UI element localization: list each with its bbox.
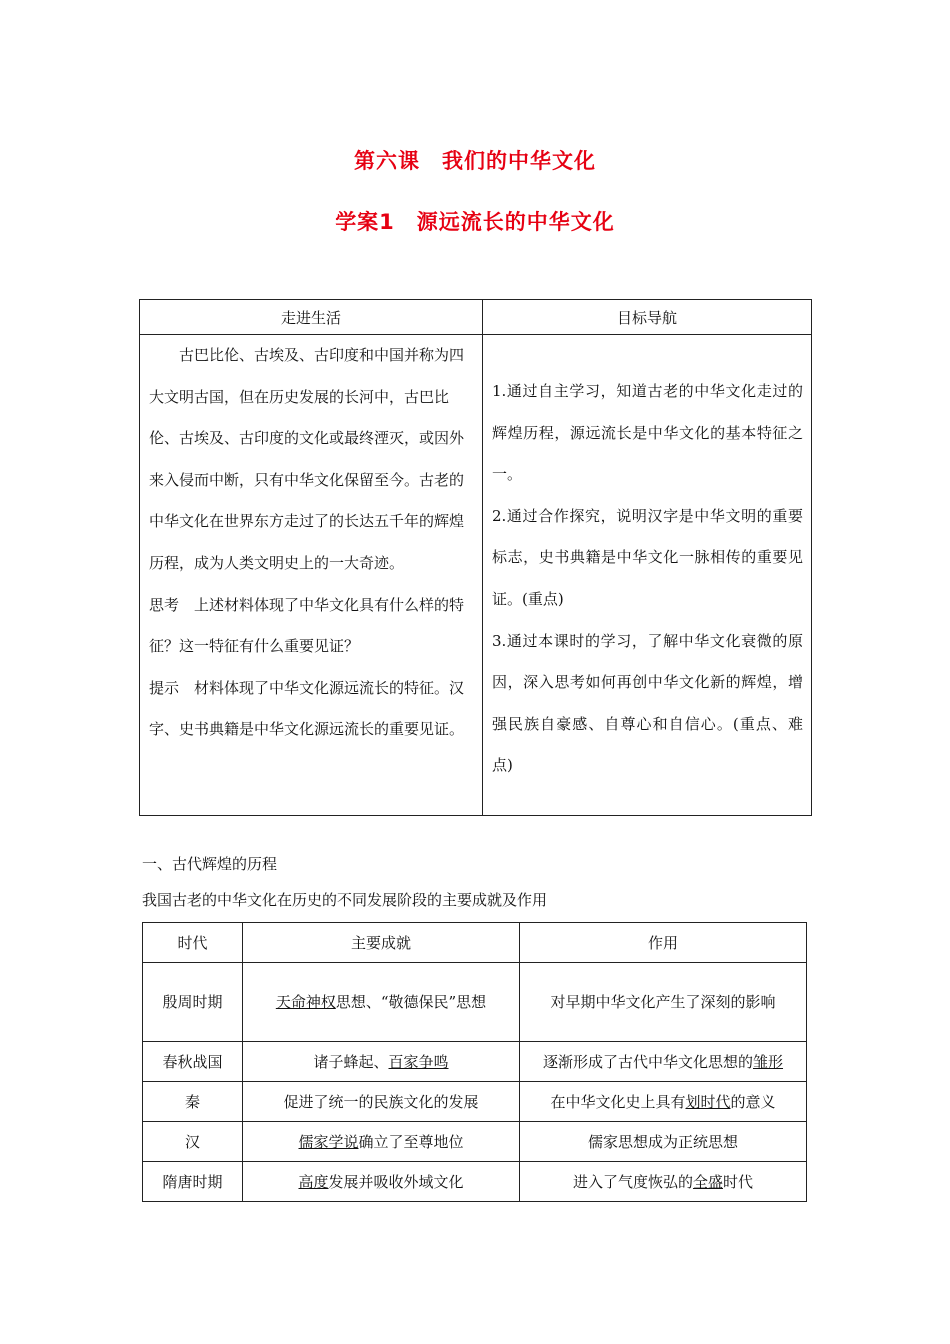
blank-answer: 雏形 bbox=[753, 1052, 784, 1071]
header-life: 走进生活 bbox=[140, 300, 483, 335]
blank-answer: 百家争鸣 bbox=[388, 1052, 449, 1071]
section-subheading: 我国古老的中华文化在历史的不同发展阶段的主要成就及作用 bbox=[142, 891, 548, 909]
effect-cell bbox=[520, 1042, 807, 1082]
life-cell bbox=[140, 335, 483, 816]
table-row bbox=[143, 1082, 807, 1122]
blank-answer: 天命神权 bbox=[275, 993, 336, 1011]
blank-answer: 儒家学说 bbox=[298, 1132, 359, 1151]
achievement-cell bbox=[243, 1042, 520, 1082]
blank-answer: 划时代 bbox=[685, 1092, 731, 1111]
blank-answer: 全盛 bbox=[692, 1172, 723, 1191]
hint-answer: 提示 材料体现了中华文化源远流长的特征。汉字、史书典籍是中华文化源远流长的重要见证。 bbox=[149, 678, 465, 739]
era-cell: 殷周时期 bbox=[143, 963, 243, 1042]
achievement-text: 发展并吸收外域文化 bbox=[328, 1172, 464, 1191]
era-cell: 秦 bbox=[143, 1082, 243, 1122]
table-row bbox=[143, 1122, 807, 1162]
effect-text: 时代 bbox=[723, 1172, 754, 1191]
effect-text: 在中华文化史上具有 bbox=[550, 1092, 686, 1111]
effect-cell bbox=[520, 1082, 807, 1122]
effect-text: 的意义 bbox=[730, 1092, 776, 1111]
col-achievement: 主要成就 bbox=[243, 923, 520, 963]
achievement-text: 诸子蜂起、 bbox=[313, 1052, 389, 1071]
goals-cell bbox=[483, 335, 812, 816]
goal-item: 3.通过本课时的学习，了解中华文化衰微的原因，深入思考如何再创中华文化新的辉煌，增强民族自豪感、自尊心和自信心。(重点、难点) bbox=[492, 631, 803, 775]
effect-cell: 对早期中华文化产生了深刻的影响 bbox=[520, 963, 807, 1042]
effect-cell: 儒家思想成为正统思想 bbox=[520, 1122, 807, 1162]
achievement-cell: 促进了统一的民族文化的发展 bbox=[243, 1082, 520, 1122]
achievement-text: 思想、“敬德保民”思想 bbox=[335, 993, 487, 1011]
achievement-cell bbox=[243, 1162, 520, 1202]
effect-text: 逐渐形成了古代中华文化思想的 bbox=[542, 1052, 753, 1071]
achievement-cell bbox=[243, 1122, 520, 1162]
col-effect: 作用 bbox=[520, 923, 807, 963]
goal-item: 2.通过合作探究，说明汉字是中华文明的重要标志，史书典籍是中华文化一脉相传的重要见证。(重点) bbox=[492, 506, 803, 608]
table-row bbox=[143, 1042, 807, 1082]
achievements-table bbox=[142, 922, 807, 1202]
goal-item: 1.通过自主学习，知道古老的中华文化走过的辉煌历程，源远流长是中华文化的基本特征之一。 bbox=[492, 382, 803, 484]
era-cell: 春秋战国 bbox=[143, 1042, 243, 1082]
achievement-cell bbox=[243, 963, 520, 1042]
effect-cell bbox=[520, 1162, 807, 1202]
section-heading: 一、古代辉煌的历程 bbox=[142, 855, 278, 873]
table-row bbox=[143, 963, 807, 1042]
material-paragraph: 古巴比伦、古埃及、古印度和中国并称为四大文明古国，但在历史发展的长河中，古巴比伦、古埃及、古印度的文化或最终湮灭，或因外来入侵而中断，只有中华文化保留至今。古老的中华文化在世界东方走过了的长达五千年的辉煌历程，成为人类文明史上的一大奇迹。 bbox=[149, 346, 465, 572]
blank-answer: 高度 bbox=[298, 1172, 329, 1191]
era-cell: 隋唐时期 bbox=[143, 1162, 243, 1202]
achievement-text: 确立了至尊地位 bbox=[358, 1132, 464, 1151]
effect-text: 进入了气度恢弘的 bbox=[572, 1172, 693, 1191]
header-goals: 目标导航 bbox=[483, 300, 812, 335]
case-title: 学案1 源远流长的中华文化 bbox=[335, 210, 615, 234]
think-question: 思考 上述材料体现了中华文化具有什么样的特征？这一特征有什么重要见证？ bbox=[149, 595, 465, 656]
era-cell: 汉 bbox=[143, 1122, 243, 1162]
col-era: 时代 bbox=[143, 923, 243, 963]
table-row bbox=[143, 1162, 807, 1202]
lesson-title: 第六课 我们的中华文化 bbox=[354, 149, 596, 173]
intro-table bbox=[139, 299, 812, 816]
